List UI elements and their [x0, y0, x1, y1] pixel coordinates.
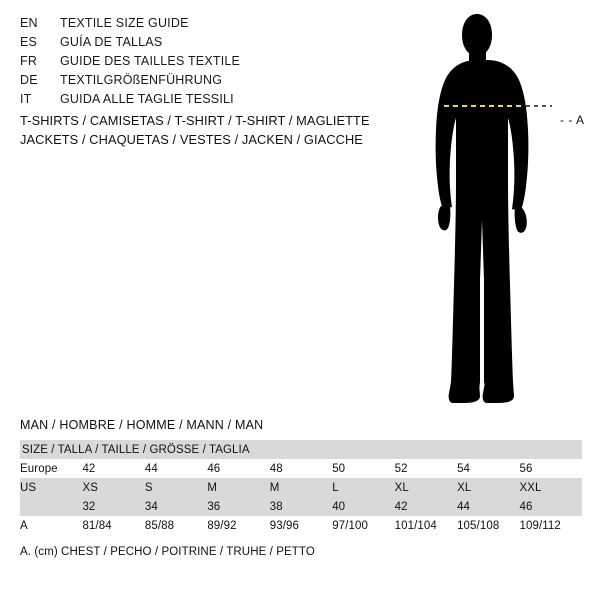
cell-a-1: 85/88: [145, 516, 207, 535]
cell-a-7: 109/112: [520, 516, 583, 535]
cell-europe-7: 56: [520, 459, 583, 478]
cell-numeric-1: 34: [145, 497, 207, 516]
legend-code-es: ES: [20, 35, 38, 49]
legend-row: [20, 73, 380, 92]
cell-numeric-5: 42: [395, 497, 457, 516]
garment-categories: [20, 111, 390, 149]
legend-text-es: GUÍA DE TALLAS: [60, 35, 163, 49]
cell-us-4: L: [332, 478, 394, 497]
legend-code-it: IT: [20, 92, 32, 106]
legend-row: [20, 35, 380, 54]
table-title-man: MAN / HOMBRE / HOMME / MANN / MAN: [20, 418, 264, 432]
cell-a-0: 81/84: [82, 516, 144, 535]
cell-numeric-3: 38: [270, 497, 332, 516]
cell-numeric-6: 44: [457, 497, 519, 516]
cell-us-0: XS: [82, 478, 144, 497]
garment-line-jackets: JACKETS / CHAQUETAS / VESTES / JACKEN / GIACCHE: [20, 132, 363, 147]
cell-europe-2: 46: [207, 459, 269, 478]
legend-text-en: TEXTILE SIZE GUIDE: [60, 16, 189, 30]
body-figure: [400, 10, 600, 410]
table-header-row: [20, 440, 582, 459]
legend-row: [20, 92, 380, 111]
cell-us-2: M: [207, 478, 269, 497]
cell-us-6: XL: [457, 478, 519, 497]
cell-a-3: 93/96: [270, 516, 332, 535]
cell-europe-1: 44: [145, 459, 207, 478]
legend-text-fr: GUIDE DES TAILLES TEXTILE: [60, 54, 241, 68]
legend-code-en: EN: [20, 16, 38, 30]
row-label-europe: Europe: [20, 459, 82, 478]
cell-europe-5: 52: [395, 459, 457, 478]
legend-text-it: GUIDA ALLE TAGLIE TESSILI: [60, 92, 234, 106]
size-table: [20, 440, 582, 535]
legend-code-fr: FR: [20, 54, 38, 68]
table-row: [20, 497, 582, 516]
cell-europe-6: 54: [457, 459, 519, 478]
cell-numeric-2: 36: [207, 497, 269, 516]
cell-numeric-0: 32: [82, 497, 144, 516]
cell-us-5: XL: [395, 478, 457, 497]
garment-line-tshirts: T-SHIRTS / CAMISETAS / T-SHIRT / T-SHIRT / MAGLIETTE: [20, 113, 370, 128]
table-header-label: SIZE / TALLA / TAILLE / GRÖSSE / TAGLIA: [20, 440, 582, 459]
legend-code-de: DE: [20, 73, 38, 87]
table-footnote: A. (cm) CHEST / PECHO / POITRINE / TRUHE / PETTO: [20, 546, 315, 558]
cell-numeric-4: 40: [332, 497, 394, 516]
cell-us-1: S: [145, 478, 207, 497]
row-label-a: A: [20, 516, 82, 535]
measure-label-a: - - A: [560, 113, 585, 127]
cell-a-6: 105/108: [457, 516, 519, 535]
table-row: [20, 478, 582, 497]
legend-row: [20, 54, 380, 73]
size-table-section: [20, 418, 582, 558]
cell-europe-0: 42: [82, 459, 144, 478]
table-row: [20, 516, 582, 535]
cell-a-4: 97/100: [332, 516, 394, 535]
table-row: [20, 459, 582, 478]
cell-a-2: 89/92: [207, 516, 269, 535]
cell-us-3: M: [270, 478, 332, 497]
cell-numeric-7: 46: [520, 497, 583, 516]
man-silhouette-icon: [400, 10, 600, 410]
legend-row: [20, 16, 380, 35]
row-label-us: US: [20, 478, 82, 497]
cell-us-7: XXL: [520, 478, 583, 497]
cell-europe-3: 48: [270, 459, 332, 478]
row-label-numeric: [20, 497, 82, 516]
language-legend: [20, 16, 380, 111]
legend-text-de: TEXTILGRÖßENFÜHRUNG: [60, 73, 223, 87]
cell-europe-4: 50: [332, 459, 394, 478]
cell-a-5: 101/104: [395, 516, 457, 535]
